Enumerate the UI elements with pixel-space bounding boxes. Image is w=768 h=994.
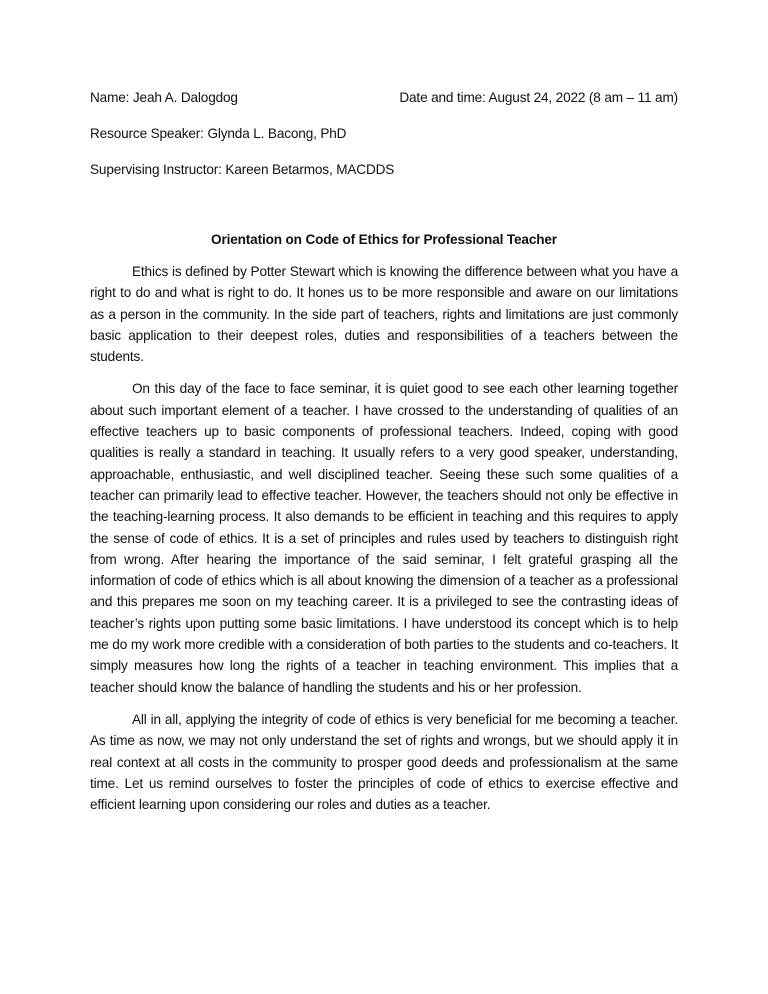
document-title: Orientation on Code of Ethics for Professional Teacher <box>211 232 557 247</box>
resource-speaker: Resource Speaker: Glynda L. Bacong, PhD <box>90 126 347 141</box>
header-row <box>90 88 678 108</box>
document-page <box>90 88 678 815</box>
paragraph-3: All in all, applying the integrity of code of ethics is very beneficial for me becoming a teacher. As time as now, we may not only understand the set of rights and wrongs, but we should apply it in real context at all costs in the community to prosper good deeds and professionalism at the same time. Let us remind ourselves to foster the principles of code of ethics to exercise effective and efficient learning upon considering our roles and duties as a teacher. <box>90 711 678 813</box>
paragraph-1: Ethics is defined by Potter Stewart which is knowing the difference between what you have a right to do and what is right to do. It hones us to be more responsible and aware on our limitations as a person in the community. In the side part of teachers, rights and limitations are just commonly basic application to their deepest roles, duties and responsibilities of a teachers between the students. <box>90 264 678 365</box>
date-time: Date and time: August 24, 2022 (8 am – 11 am) <box>399 90 678 105</box>
paragraph-2: On this day of the face to face seminar, it is quiet good to see each other learning together about such important element of a teacher. I have crossed to the understanding of qualities of an effective teachers up to basic components of professional teachers. Indeed, coping with good qualities is really a standard in teaching. It usually refers to a very good speaker, understanding, approachable, enthusiastic, and well disciplined teacher. Seeing these such some qualities of a teacher can primarily lead to effective teacher. However, the teachers should not only be effective in the teaching-learning process. It also demands to be efficient in teaching and this requires to apply the sense of code of ethics. It is a set of principles and rules used by teachers to distinguish right from wrong. After hearing the importance of the said seminar, I felt grateful grasping all the information of code of ethics which is all about knowing the dimension of a teacher as a professional and this prepares me soon on my teaching career. It is a privileged to see the contrasting ideas of teacher’s rights upon putting some basic limitations. I have understood its concept which is to help me do my work more credible with a consideration of both parties to the students and co-teachers. It simply measures how long the rights of a teacher in teaching environment. This implies that a teacher should know the balance of handling the students and his or her profession. <box>90 381 678 695</box>
student-name: Name: Jeah A. Dalogdog <box>90 90 238 105</box>
supervising-instructor: Supervising Instructor: Kareen Betarmos, MACDDS <box>90 162 395 177</box>
